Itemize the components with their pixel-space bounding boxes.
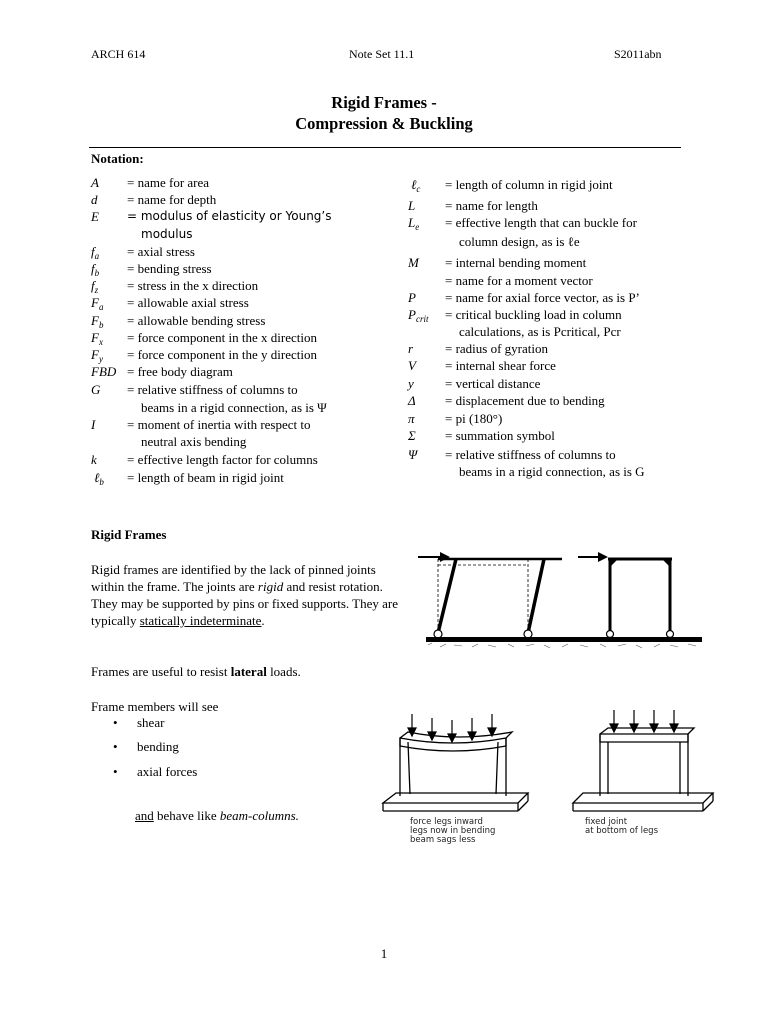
load-arrows-right (610, 710, 678, 732)
notation-definition-cont: = name for a moment vector (445, 273, 593, 288)
paragraph-beam-columns: and behave like beam-columns. (135, 808, 299, 823)
notation-definition: = name for axial force vector, as is P’ (445, 290, 640, 305)
notation-symbol: G (91, 382, 101, 397)
notation-symbol: $F_b$ (91, 313, 104, 330)
notation-definition: = stress in the x direction (127, 278, 259, 293)
notation-symbol: $f_a$ (91, 244, 100, 261)
notation-definition: = allowable bending stress (127, 313, 266, 328)
notation-definition: = vertical distance (445, 376, 541, 391)
notation-symbol: k (91, 452, 97, 467)
pin-support-icon (524, 630, 532, 638)
figure-caption-left: force legs inward legs now in bending beam sags less (410, 817, 496, 845)
notation-symbol: Σ (408, 428, 416, 443)
notation-definition: = free body diagram (127, 364, 233, 379)
notation-definition: = length of beam in rigid joint (127, 470, 284, 485)
notation-definition: = force component in the x direction (127, 330, 317, 345)
notation-definition: = effective length that can buckle for (445, 215, 637, 230)
notation-symbol: $f_z$ (91, 278, 99, 295)
notation-definition: = force component in the y direction (127, 347, 317, 362)
notation-symbol: r (408, 341, 414, 356)
notation-definition: = axial stress (127, 244, 195, 259)
notation-definition: = effective length factor for columns (127, 452, 318, 467)
notation-symbol: $f_b$ (91, 261, 100, 278)
title-line-1: Rigid Frames - (331, 93, 437, 112)
notation-symbol: d (91, 192, 98, 207)
notation-symbol: $P_{crit}$ (408, 307, 429, 324)
notation-definition: = pi (180°) (445, 411, 503, 426)
notation-heading: Notation: (91, 151, 144, 166)
notation-definition: = relative stiffness of columns to (445, 447, 616, 462)
pin-support-icon (434, 630, 442, 638)
notation-definition-cont: beams in a rigid connection, as is Ψ (141, 400, 327, 415)
notation-symbol: $L_e$ (408, 215, 420, 232)
figure-caption-right: fixed joint at bottom of legs (585, 817, 658, 836)
notation-definition: = name for length (445, 198, 538, 213)
frame-sway-diagram (418, 545, 708, 655)
pin-support-icon (607, 631, 614, 638)
title-divider (89, 147, 681, 148)
header-code: S2011abn (614, 47, 662, 61)
notation-definition-cont: beams in a rigid connection, as is G (459, 464, 645, 479)
notation-definition: = length of column in rigid joint (445, 177, 613, 192)
notation-symbol: M (408, 255, 419, 270)
title-line-2: Compression & Buckling (295, 114, 473, 133)
notation-definition: = critical buckling load in column (445, 307, 622, 322)
notation-definition-cont: column design, as is ℓe (459, 234, 580, 249)
notation-symbol: ℓ$_b$ (94, 470, 104, 487)
paragraph-lateral-loads: Frames are useful to resist lateral loads. (91, 664, 301, 679)
frame-loading-sketch (378, 708, 718, 833)
ground-hatch (428, 643, 696, 648)
notation-symbol: A (91, 175, 99, 190)
notation-symbol: $F_x$ (91, 330, 103, 347)
notation-definition: = modulus of elasticity or Young’s (127, 209, 332, 223)
arrow-icon (440, 552, 450, 562)
notation-definition: = summation symbol (445, 428, 555, 443)
notation-symbol: I (91, 417, 96, 432)
notation-symbol: Ψ (408, 447, 418, 462)
notation-definition: = relative stiffness of columns to (127, 382, 298, 397)
notation-definition: = bending stress (127, 261, 212, 276)
page-number: 1 (380, 946, 388, 961)
notation-definition-cont: neutral axis bending (141, 434, 247, 449)
notation-definition: = internal shear force (445, 358, 556, 373)
notation-symbol: π (408, 411, 415, 426)
ground-line (426, 637, 702, 642)
notation-symbol: L (408, 198, 416, 213)
arrow-icon (598, 552, 608, 562)
notation-definition: = allowable axial stress (127, 295, 249, 310)
notation-definition-cont: calculations, as is Pcritical, Pcr (459, 324, 621, 339)
header-note-set: Note Set 11.1 (349, 47, 415, 61)
pin-support-icon (667, 631, 674, 638)
notation-definition: = name for depth (127, 192, 217, 207)
notation-definition: = internal bending moment (445, 255, 587, 270)
section-title: Rigid Frames (91, 527, 167, 542)
header-course: ARCH 614 (91, 47, 146, 61)
notation-symbol: y (408, 376, 414, 391)
rigid-frame-sway (578, 552, 674, 638)
notation-symbol: Δ (408, 393, 416, 408)
frame-sketch-pinned (383, 732, 528, 811)
notation-symbol: P (408, 290, 416, 305)
paragraph-rigid-frames: Rigid frames are identified by the lack of pinned joints within the frame. The joints are rigid and resist rotation. They may be supported by pins or fixed supports. They are typically statically indeterminate. (91, 562, 398, 628)
notation-symbol: ℓ$_c$ (411, 177, 421, 194)
notation-definition: = radius of gyration (445, 341, 549, 356)
notation-definition: = name for area (127, 175, 210, 190)
page-title (0, 92, 768, 134)
notation-definition: = displacement due to bending (445, 393, 605, 408)
notation-symbol: FBD (91, 364, 117, 379)
pinned-frame-sway (418, 552, 562, 638)
notation-symbol: $F_y$ (91, 347, 103, 364)
notation-definition-cont: modulus (141, 227, 193, 241)
frame-sketch-fixed (573, 728, 713, 811)
notation-symbol: $F_a$ (91, 295, 104, 312)
notation-definition: = moment of inertia with respect to (127, 417, 311, 432)
notation-symbol: E (91, 209, 99, 224)
paragraph-frame-members: Frame members will see (91, 699, 219, 714)
load-arrows-left (408, 714, 496, 742)
notation-symbol: V (408, 358, 416, 373)
